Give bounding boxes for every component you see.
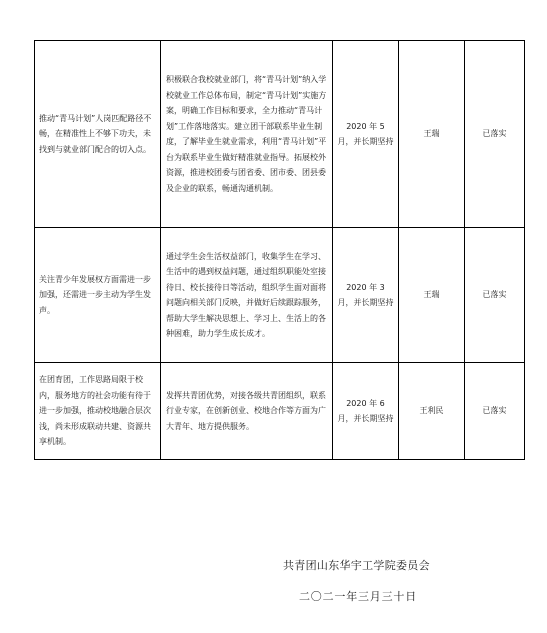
issue-date: 二〇二一年三月三十日 xyxy=(299,590,417,603)
measure-cell: 积极联合我校就业部门，将“青马计划”纳入学校就业工作总体布局，制定“青马计划”实施方案，明确工作目标和要求，全力推动“青马计划”工作落地落实。建立团干部联系毕业生制度，了解毕业生就业需求，利用“青马计划”平台为联系毕业生做好精准就业指导。拓展校外资源，推进校团委与团省委、团市委、团县委及企业的联系，畅通沟通机制。 xyxy=(161,41,333,228)
owner-cell: 王瑞 xyxy=(399,41,465,228)
deadline-cell: 2020 年 3 月，并长期坚持 xyxy=(333,228,399,363)
problem-cell: 在团育团，工作思路局限于校内，服务地方的社会功能有待于进一步加强，推动校地融合层次浅，尚未形成联动共建、资源共享机制。 xyxy=(35,363,161,460)
table-row xyxy=(35,228,525,363)
measure-cell: 发挥共青团优势，对接各级共青团组织，联系行业专家，在创新创业、校地合作等方面为广大青年、地方提供服务。 xyxy=(161,363,333,460)
table-row xyxy=(35,41,525,228)
status-cell: 已落实 xyxy=(465,363,525,460)
owner-cell: 王利民 xyxy=(399,363,465,460)
measure-cell: 通过学生会生活权益部门，收集学生在学习、生活中的遇到权益问题，通过组织职能处室接待日、校长接待日等活动，组织学生面对面将问题向相关部门反映，并做好后续跟踪服务，帮助大学生解决思想上、学习上、生活上的各种困难，助力学生成长成才。 xyxy=(161,228,333,363)
owner-cell: 王瑞 xyxy=(399,228,465,363)
deadline-cell: 2020 年 6 月，并长期坚持 xyxy=(333,363,399,460)
status-cell: 已落实 xyxy=(465,41,525,228)
issuing-organization: 共青团山东华宇工学院委员会 xyxy=(283,559,430,572)
table-row xyxy=(35,363,525,460)
deadline-cell: 2020 年 5 月，并长期坚持 xyxy=(333,41,399,228)
problem-cell: 推动“青马计划”人岗匹配路径不畅，在精准性上不够下功夫，未找到与就业部门配合的切入点。 xyxy=(35,41,161,228)
problem-cell: 关注青少年发展权方面需进一步加强，还需进一步主动为学生发声。 xyxy=(35,228,161,363)
status-cell: 已落实 xyxy=(465,228,525,363)
rectification-table xyxy=(34,40,525,460)
